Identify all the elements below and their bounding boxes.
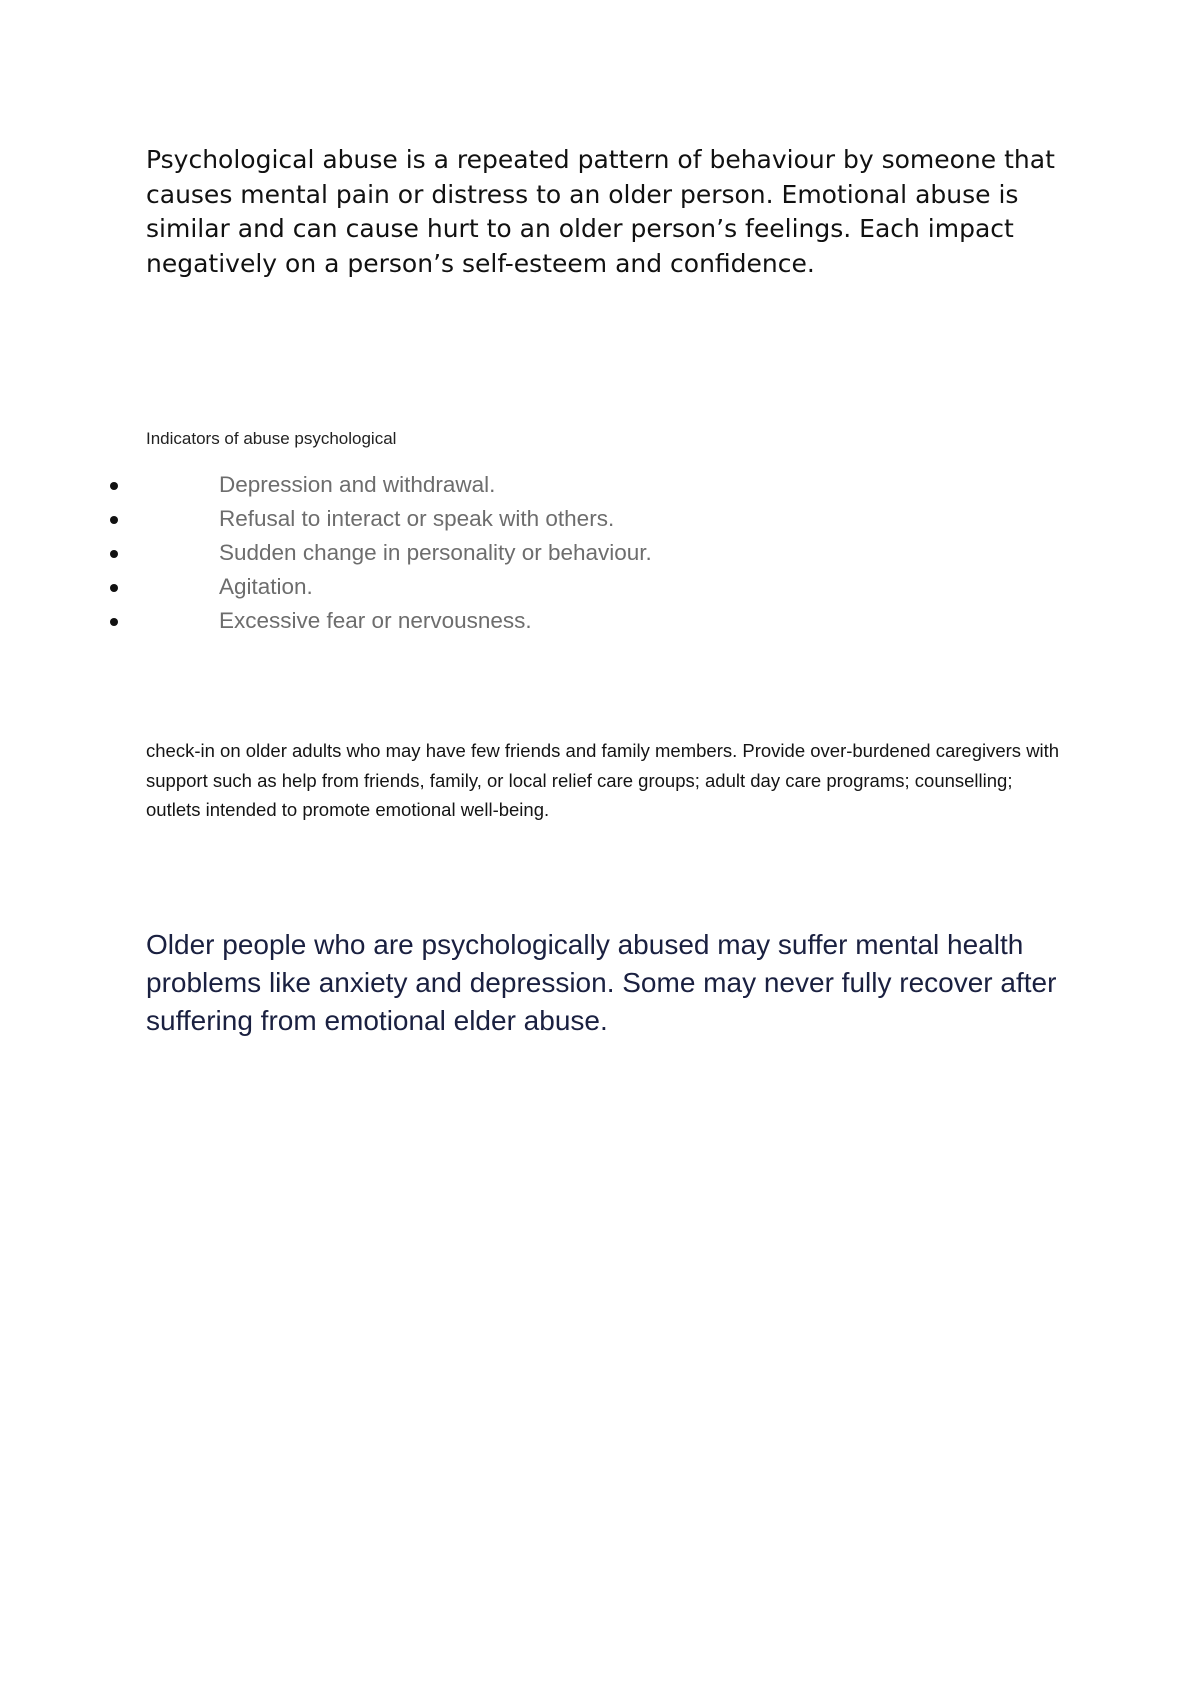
list-item: [0, 502, 1000, 536]
list-item: [0, 468, 1000, 502]
list-item-text: Excessive fear or nervousness.: [219, 608, 532, 633]
prevention-paragraph: check-in on older adults who may have few friends and family members. Provide over-burdened caregivers with support such as help from friends, family, or local relief care groups; adult day care programs; counselling; outlets intended to promote emotional well-being.: [146, 740, 1060, 820]
bullet-icon: [110, 584, 118, 592]
list-item-text: Refusal to interact or speak with others.: [219, 506, 615, 531]
closing-paragraph: Older people who are psychologically abused may suffer mental health problems like anxiety and depression. Some may never fully recover after suffering from emotional elder abuse.: [146, 929, 1057, 1036]
list-item: [0, 536, 1000, 570]
bullet-icon: [110, 516, 118, 524]
bullet-icon: [110, 482, 118, 490]
list-item: [0, 604, 1000, 638]
bullet-icon: [110, 618, 118, 626]
list-item-text: Depression and withdrawal.: [219, 472, 496, 497]
list-item-text: Agitation.: [219, 574, 313, 599]
bullet-icon: [110, 550, 118, 558]
intro-paragraph: Psychological abuse is a repeated pattern of behaviour by someone that causes mental pain or distress to an older person. Emotional abuse is similar and can cause hurt to an older person’s feelings. Each impact negatively on a person’s self-esteem and confidence.: [146, 145, 1055, 278]
indicators-list: [0, 468, 1000, 638]
list-item: [0, 570, 1000, 604]
list-item-text: Sudden change in personality or behaviour.: [219, 540, 652, 565]
indicators-heading: Indicators of abuse psychological: [146, 429, 397, 448]
